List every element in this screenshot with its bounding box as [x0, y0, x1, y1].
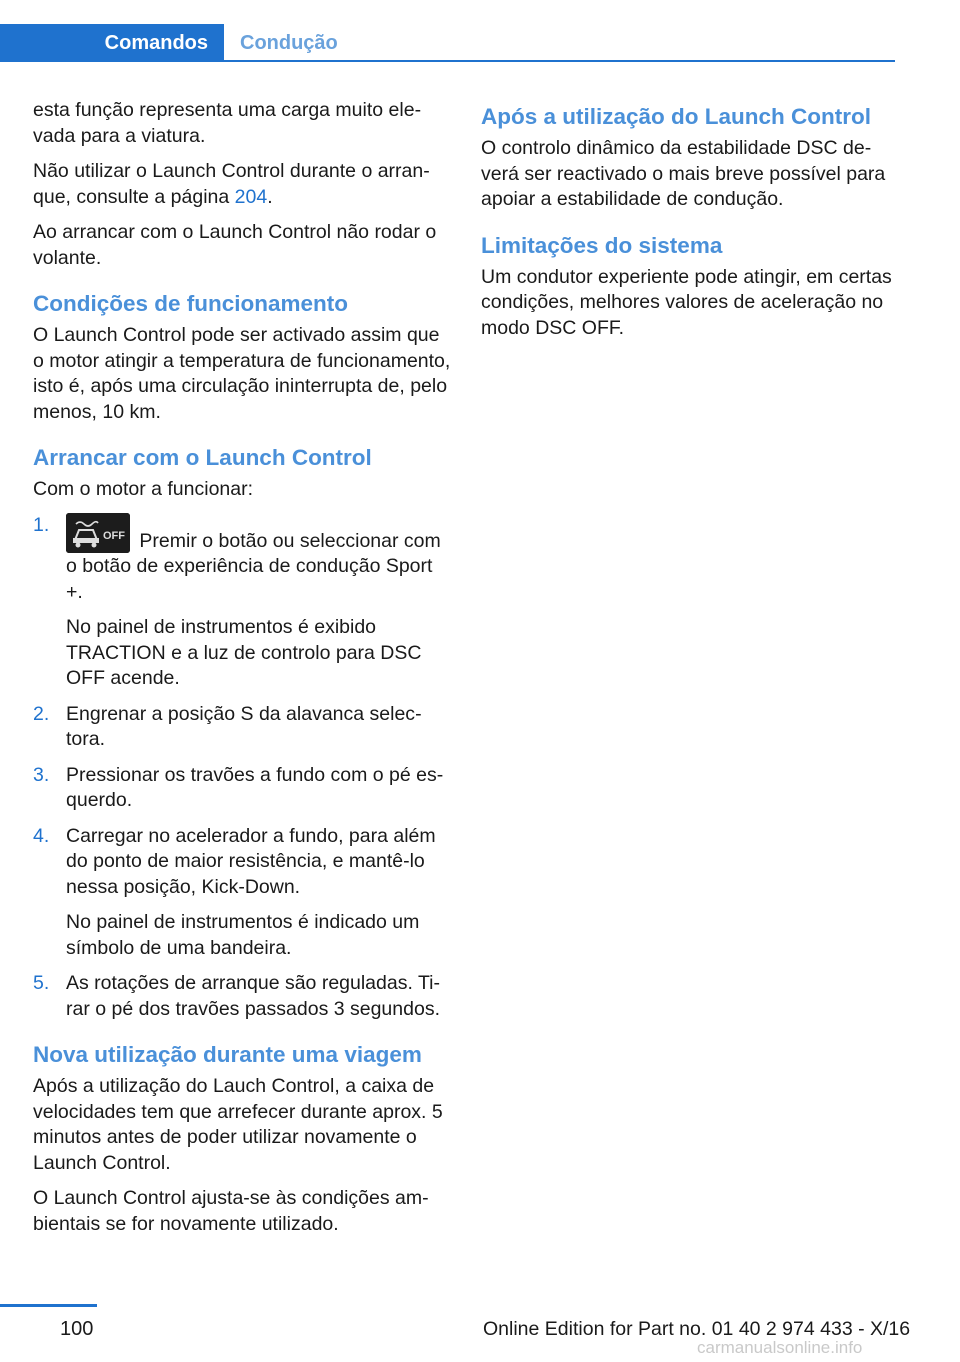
paragraph: O controlo dinâmico da estabilidade DSC deverá ser reactivado o mais breve possível para apoiar a estabilidade de condução.	[481, 137, 886, 210]
step-number: 4.	[33, 824, 50, 847]
tab-comandos[interactable]: Comandos	[0, 24, 224, 62]
page-link[interactable]: 204	[234, 185, 268, 208]
paragraph: Um condutor experiente pode atingir, em certas condições, melhores valores de aceleração no modo DSC OFF.	[481, 265, 892, 339]
list-item	[33, 702, 451, 753]
page-header	[0, 0, 895, 64]
step-text: As rotações de arranque são reguladas. Tirar o pé dos travões passados 3 segundos.	[66, 972, 440, 1020]
paragraph: esta função representa uma carga muito elevada para a viatura.	[33, 99, 422, 147]
text: Premir o botão ou seleccionar com o botão de experiência de condução Sport +.	[66, 529, 441, 603]
step-text: Pressionar os travões a fundo com o pé esquerdo.	[66, 763, 444, 811]
heading-arrancar: Arrancar com o Launch Control	[33, 445, 372, 470]
step-number: 5.	[33, 972, 50, 994]
heading-apos: Após a utilização do Launch Control	[481, 104, 872, 129]
paragraph: O Launch Control pode ser activado assim que o motor atingir a temperatura de funcionamento, isto é, após uma circulação ininterrupta de, pelo menos, 10 km.	[33, 324, 451, 423]
step-text: Carregar no acelerador a fundo, para além do ponto de maior resistência, e mantê-lo nessa posição, Kick-Down.	[66, 824, 436, 898]
page-number: 100	[60, 1318, 94, 1340]
watermark: carmanualsonline.info	[697, 1338, 863, 1357]
left-column	[33, 98, 451, 1247]
step-text	[66, 513, 451, 606]
paragraph	[33, 159, 451, 210]
heading-nova-utilizacao: Nova utilização durante uma viagem	[33, 1042, 422, 1067]
step-note: No painel de instrumentos é indicado um símbolo de uma bandeira.	[66, 911, 420, 959]
tab-conducao[interactable]: Condução	[240, 31, 338, 54]
dsc-off-icon	[66, 513, 130, 553]
footer-rule	[0, 1304, 97, 1307]
edition-text: Online Edition for Part no. 01 40 2 974 433 - X/16	[483, 1318, 911, 1340]
list-item	[33, 824, 451, 962]
step-note: No painel de instrumentos é exibido TRACTION e a luz de controlo para DSC OFF acende.	[66, 616, 422, 689]
text: .	[267, 185, 273, 208]
paragraph: Com o motor a funcionar:	[33, 478, 254, 500]
list-item	[33, 513, 451, 692]
step-number: 2.	[33, 702, 50, 725]
icon-label: OFF	[103, 529, 125, 542]
list-item	[33, 971, 451, 1022]
list-item	[33, 763, 451, 814]
paragraph: Ao arrancar com o Launch Control não rodar o volante.	[33, 221, 437, 269]
header-rule	[0, 60, 895, 62]
heading-condicoes: Condições de funcionamento	[33, 291, 349, 316]
steps-list	[33, 513, 451, 1023]
paragraph: Após a utilização do Lauch Control, a caixa de velocidades tem que arrefecer durante aprox. 5 minutos antes de poder utilizar novamente o Launch Control.	[33, 1075, 443, 1174]
text: Não utilizar o Launch Control durante o arranque, consulte a página	[33, 160, 430, 208]
right-column	[481, 98, 895, 351]
step-text: Engrenar a posição S da alavanca selectora.	[66, 702, 422, 750]
heading-limitacoes: Limitações do sistema	[481, 232, 723, 258]
paragraph: O Launch Control ajusta-se às condições ambientais se for novamente utilizado.	[33, 1187, 429, 1235]
step-number: 1.	[33, 513, 50, 536]
step-number: 3.	[33, 763, 50, 786]
